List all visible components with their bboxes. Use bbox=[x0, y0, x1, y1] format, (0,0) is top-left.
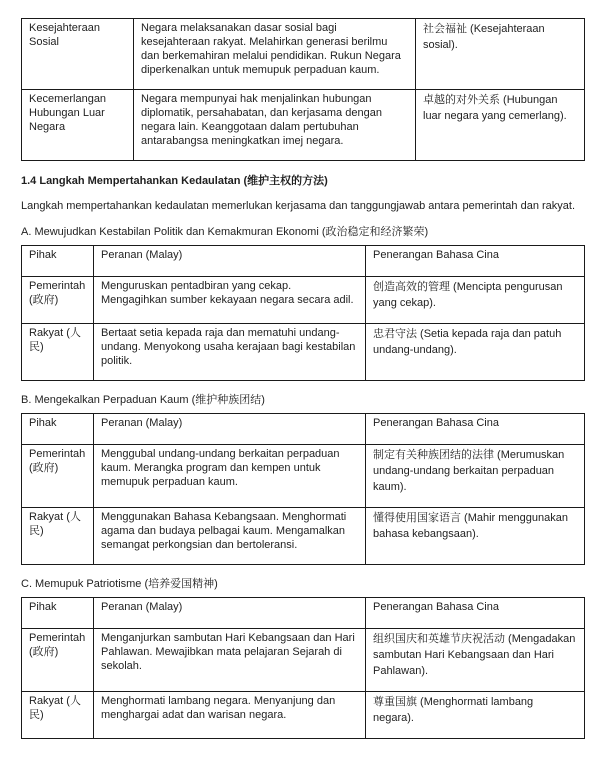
cell-penerangan-cina: 创造高效的管理 (Mencipta pengurusan yang cekap). bbox=[366, 277, 585, 324]
table-row-rakyat bbox=[22, 508, 585, 565]
header-pihak: Pihak bbox=[22, 246, 94, 277]
cell-peranan: Bertaat setia kepada raja dan mematuhi undang-undang. Menyokong usaha kerajaan bagi kestabilan politik. bbox=[94, 324, 366, 381]
cell-penerangan-cina: 社会福祉 (Kesejahteraan sosial). bbox=[416, 19, 585, 90]
cell-penerangan-cina: 懂得使用国家语言 (Mahir menggunakan bahasa kebangsaan). bbox=[366, 508, 585, 565]
cell-pihak: Rakyat (人民) bbox=[22, 508, 94, 565]
cell-peranan: Negara mempunyai hak menjalinkan hubungan diplomatik, persahabatan, dan kerjasama dengan negara lain. Keanggotaan dalam pertubuhan antarabangsa meningkatkan imej negara. bbox=[134, 90, 416, 161]
cell-penerangan-cina: 忠君守法 (Setia kepada raja dan patuh undang-undang). bbox=[366, 324, 585, 381]
cell-aspect: Kecemerlangan Hubungan Luar Negara bbox=[22, 90, 134, 161]
cell-penerangan-cina: 尊重国旗 (Menghormati lambang negara). bbox=[366, 692, 585, 739]
section-intro-paragraph: Langkah mempertahankan kedaulatan memerlukan kerjasama dan tanggungjawab antara pemerintah dan rakyat. bbox=[21, 200, 576, 212]
subsection-a-heading: A. Mewujudkan Kestabilan Politik dan Kemakmuran Ekonomi (政治稳定和经济繁荣) bbox=[21, 226, 429, 238]
table-row-pemerintah bbox=[22, 445, 585, 508]
table-header-row bbox=[22, 598, 585, 629]
cell-penerangan-cina: 卓越的对外关系 (Hubungan luar negara yang cemerlang). bbox=[416, 90, 585, 161]
subsection-c-heading: C. Memupuk Patriotisme (培养爱国精神) bbox=[21, 578, 218, 590]
table-header-row bbox=[22, 246, 585, 277]
table-row-rakyat bbox=[22, 692, 585, 739]
subsection-b-heading: B. Mengekalkan Perpaduan Kaum (维护种族团结) bbox=[21, 394, 265, 406]
header-penerangan: Penerangan Bahasa Cina bbox=[366, 246, 585, 277]
table-row-kesejahteraan-sosial bbox=[22, 19, 585, 90]
header-penerangan: Penerangan Bahasa Cina bbox=[366, 414, 585, 445]
cell-pihak: Rakyat (人民) bbox=[22, 692, 94, 739]
cell-penerangan-cina: 组织国庆和英雄节庆祝活动 (Mengadakan sambutan Hari Kebangsaan dan Hari Pahlawan). bbox=[366, 629, 585, 692]
cell-pihak: Pemerintah (政府) bbox=[22, 277, 94, 324]
cell-peranan: Menguruskan pentadbiran yang cekap. Mengagihkan sumber kekayaan negara secara adil. bbox=[94, 277, 366, 324]
subsection-b bbox=[21, 393, 584, 565]
header-penerangan: Penerangan Bahasa Cina bbox=[366, 598, 585, 629]
header-peranan: Peranan (Malay) bbox=[94, 414, 366, 445]
subsection-c bbox=[21, 577, 584, 739]
subsection-a-table bbox=[21, 245, 585, 381]
cell-pihak: Rakyat (人民) bbox=[22, 324, 94, 381]
table-row-pemerintah bbox=[22, 277, 585, 324]
subsection-a bbox=[21, 225, 584, 381]
header-pihak: Pihak bbox=[22, 598, 94, 629]
cell-penerangan-cina: 制定有关种族团结的法律 (Merumuskan undang-undang berkaitan perpaduan kaum). bbox=[366, 445, 585, 508]
header-peranan: Peranan (Malay) bbox=[94, 246, 366, 277]
cell-pihak: Pemerintah (政府) bbox=[22, 445, 94, 508]
table-header-row bbox=[22, 414, 585, 445]
header-pihak: Pihak bbox=[22, 414, 94, 445]
subsection-b-table bbox=[21, 413, 585, 565]
header-peranan: Peranan (Malay) bbox=[94, 598, 366, 629]
table-row-kecemerlangan-hubungan bbox=[22, 90, 585, 161]
cell-peranan: Menggubal undang-undang berkaitan perpaduan kaum. Merangka program dan kempen untuk memupuk perpaduan kaum. bbox=[94, 445, 366, 508]
section-1-4-heading: 1.4 Langkah Mempertahankan Kedaulatan (维护主权的方法) bbox=[21, 175, 328, 187]
cell-peranan: Menganjurkan sambutan Hari Kebangsaan dan Hari Pahlawan. Mewajibkan mata pelajaran Sejarah di sekolah. bbox=[94, 629, 366, 692]
cell-peranan: Negara melaksanakan dasar sosial bagi kesejahteraan rakyat. Melahirkan generasi berilmu dan berkemahiran melalui pendidikan. Rukun Negara diperkenalkan untuk memupuk perpaduan kaum. bbox=[134, 19, 416, 90]
cell-aspect: Kesejahteraan Sosial bbox=[22, 19, 134, 90]
cell-peranan: Menggunakan Bahasa Kebangsaan. Menghormati agama dan budaya pelbagai kaum. Mengamalkan semangat perkongsian dan bertoleransi. bbox=[94, 508, 366, 565]
sovereignty-aspects-table bbox=[21, 18, 585, 161]
cell-peranan: Menghormati lambang negara. Menyanjung dan menghargai adat dan warisan negara. bbox=[94, 692, 366, 739]
table-row-pemerintah bbox=[22, 629, 585, 692]
subsection-c-table bbox=[21, 597, 585, 739]
table-row-rakyat bbox=[22, 324, 585, 381]
cell-pihak: Pemerintah (政府) bbox=[22, 629, 94, 692]
